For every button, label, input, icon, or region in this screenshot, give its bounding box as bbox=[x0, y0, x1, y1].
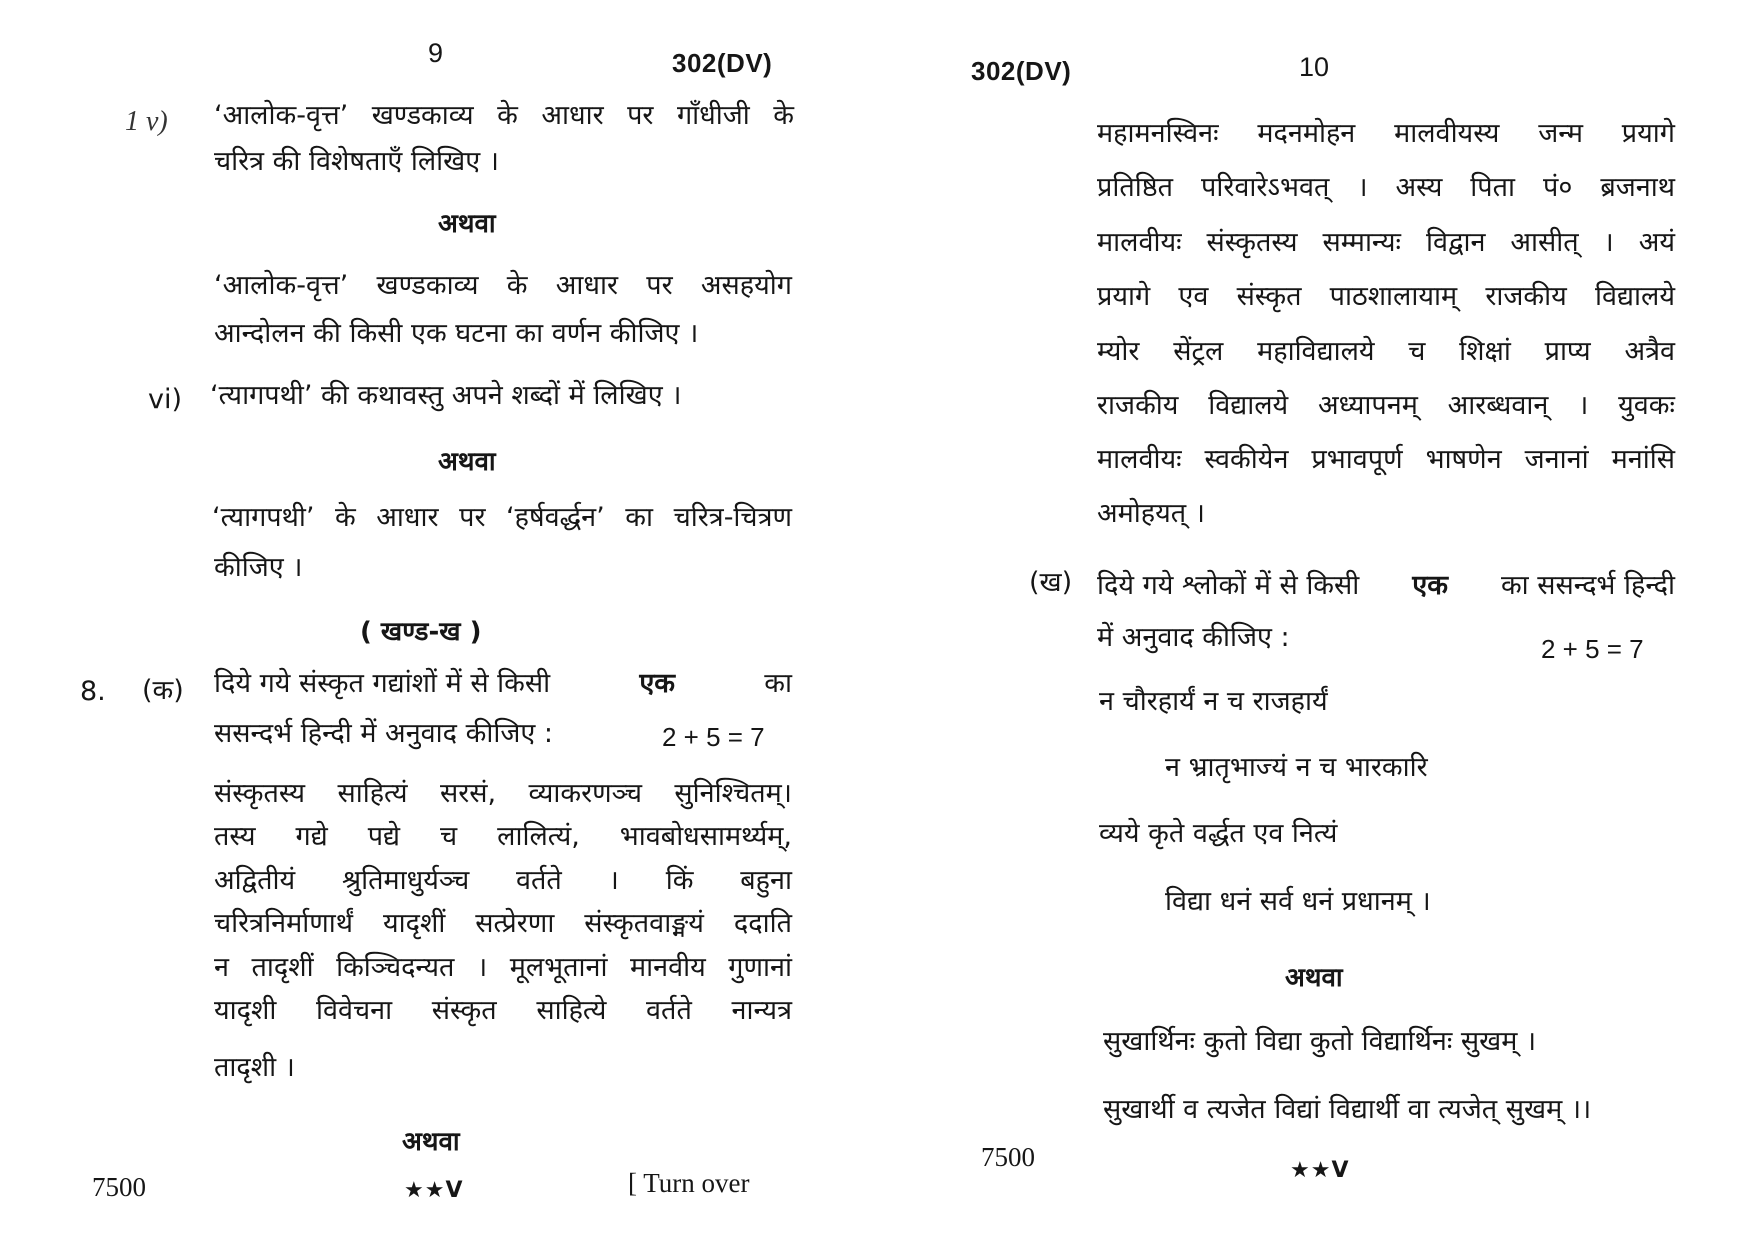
passage-line: प्रतिष्ठित परिवारेऽभवत् । अस्य पिता पं० ब्रजनाथ bbox=[1097, 172, 1675, 204]
question-v-alt-line-1: ‘आलोक-वृत्त’ खण्डकाव्य के आधार पर असहयोग bbox=[214, 270, 792, 301]
shloka-1-line-3: व्यये कृते वर्द्धत एव नित्यं bbox=[1099, 818, 1338, 849]
passage-line: राजकीय विद्यालये अध्यापनम् आरब्धवान् । युवकः bbox=[1097, 389, 1675, 421]
question-8-marks: 2 + 5 = 7 bbox=[662, 722, 765, 752]
question-kh-line-1-start: दिये गये श्लोकों में से किसी bbox=[1097, 570, 1360, 601]
passage-line: अद्वितीयं श्रुतिमाधुर्यञ्च वर्तते । किं बहुना bbox=[214, 864, 792, 896]
passage-line: चरित्रनिर्माणार्थं यादृशीं सत्प्रेरणा संस्कृतवाङ्मयं ददाति bbox=[214, 908, 792, 940]
shloka-2-line-1: सुखार्थिनः कुतो विद्या कुतो विद्यार्थिनः सुखम् । bbox=[1103, 1026, 1537, 1057]
passage-line: म्योर सेंट्रल महाविद्यालये च शिक्षां प्राप्य अत्रैव bbox=[1097, 335, 1675, 367]
question-number-8: 8. bbox=[80, 676, 106, 707]
question-8-line-1 bbox=[214, 668, 792, 700]
footer-count: 7500 bbox=[92, 1172, 146, 1202]
question-v-text bbox=[214, 100, 794, 132]
question-v-line-1: ‘आलोक-वृत्त’ खण्डकाव्य के आधार पर गाँधीजी के bbox=[214, 100, 794, 131]
question-vi-alt-line-2: कीजिए । bbox=[214, 552, 303, 583]
athva-heading-1: अथवा bbox=[438, 209, 496, 239]
passage-line: महामनस्विनः मदनमोहन मालवीयस्य जन्म प्रयागे bbox=[1097, 118, 1675, 149]
passage-line: यादृशी विवेचना संस्कृत साहित्ये वर्तते नान्यत्र bbox=[214, 994, 792, 1026]
footer-stars: ★★V bbox=[1290, 1158, 1350, 1183]
sanskrit-passage-left bbox=[214, 778, 792, 1038]
question-kh-line-1 bbox=[1097, 570, 1675, 602]
passage-line: संस्कृतस्य साहित्यं सरसं, व्याकरणञ्च सुनिश्चितम्। bbox=[214, 778, 792, 809]
question-kh-line-1-emphasis: एक bbox=[1412, 570, 1448, 601]
question-8-line-1-end: का bbox=[764, 668, 792, 699]
question-v-line-2: चरित्र की विशेषताएँ लिखिए । bbox=[214, 146, 499, 177]
question-8-line-2: ससन्दर्भ हिन्दी में अनुवाद कीजिए : bbox=[214, 718, 553, 749]
question-number-v: 1 v) bbox=[125, 106, 168, 137]
passage-last-line: अमोहयत् । bbox=[1097, 498, 1205, 529]
question-kh-line-2: में अनुवाद कीजिए : bbox=[1097, 622, 1290, 653]
footer-count: 7500 bbox=[981, 1142, 1035, 1172]
sanskrit-passage-right bbox=[1097, 118, 1675, 499]
passage-last-line: तादृशी । bbox=[214, 1052, 295, 1083]
question-8-line-1-emphasis: एक bbox=[639, 668, 676, 699]
athva-heading: अथवा bbox=[1285, 963, 1343, 993]
shloka-1-line-1: न चौरहार्यं न च राजहार्यं bbox=[1099, 686, 1328, 717]
passage-line: प्रयागे एव संस्कृत पाठशालायाम् राजकीय विद्यालये bbox=[1097, 281, 1675, 313]
athva-heading-2: अथवा bbox=[438, 447, 496, 477]
question-vi-text: ‘त्यागपथी’ की कथावस्तु अपने शब्दों में लिखिए । bbox=[210, 380, 682, 411]
paper-code: 302(DV) bbox=[672, 48, 773, 78]
question-kh-line-1-end: का ससन्दर्भ हिन्दी bbox=[1500, 570, 1675, 601]
question-vi-alt-line-1: ‘त्यागपथी’ के आधार पर ‘हर्षवर्द्धन’ का चरित्र-चित्रण bbox=[212, 502, 792, 533]
page-number: 10 bbox=[1299, 52, 1330, 82]
section-heading: ( खण्ड-ख ) bbox=[360, 617, 482, 647]
passage-line: मालवीयः स्वकीयेन प्रभावपूर्ण भाषणेन जनानां मनांसि bbox=[1097, 444, 1675, 476]
page-number: 9 bbox=[428, 38, 444, 68]
passage-line: मालवीयः संस्कृतस्य सम्मान्यः विद्वान आसीत् । अयं bbox=[1097, 226, 1675, 258]
passage-line: तस्य गद्ये पद्ये च लालित्यं, भावबोधसामर्थ्यम्, bbox=[214, 821, 792, 853]
shloka-2-line-2: सुखार्थी व त्यजेत विद्यां विद्यार्थी वा त्यजेत् सुखम् ।। bbox=[1103, 1094, 1592, 1125]
question-8-line-1-start: दिये गये संस्कृत गद्यांशों में से किसी bbox=[214, 668, 551, 699]
footer-stars: ★★V bbox=[404, 1178, 464, 1203]
passage-line: न तादृशीं किञ्चिदन्यत । मूलभूतानां मानवीय गुणानां bbox=[214, 951, 792, 983]
shloka-1-line-4: विद्या धनं सर्व धनं प्रधानम् । bbox=[1165, 886, 1431, 917]
question-v-alt-line-2: आन्दोलन की किसी एक घटना का वर्णन कीजिए । bbox=[214, 318, 699, 349]
right-page bbox=[877, 0, 1754, 1241]
paper-code: 302(DV) bbox=[971, 56, 1072, 86]
question-kh-marks: 2 + 5 = 7 bbox=[1541, 634, 1644, 664]
question-vi-alt bbox=[212, 502, 792, 534]
athva-heading-3: अथवा bbox=[402, 1127, 460, 1157]
question-8-part: (क) bbox=[142, 675, 184, 706]
shloka-1-line-2: न भ्रातृभाज्यं न च भारकारि bbox=[1165, 752, 1428, 783]
question-number-vi: vi) bbox=[148, 384, 183, 415]
question-v-alt bbox=[214, 270, 792, 302]
turn-over-label: [ Turn over bbox=[628, 1168, 750, 1198]
question-kh-part: (ख) bbox=[1029, 567, 1073, 598]
